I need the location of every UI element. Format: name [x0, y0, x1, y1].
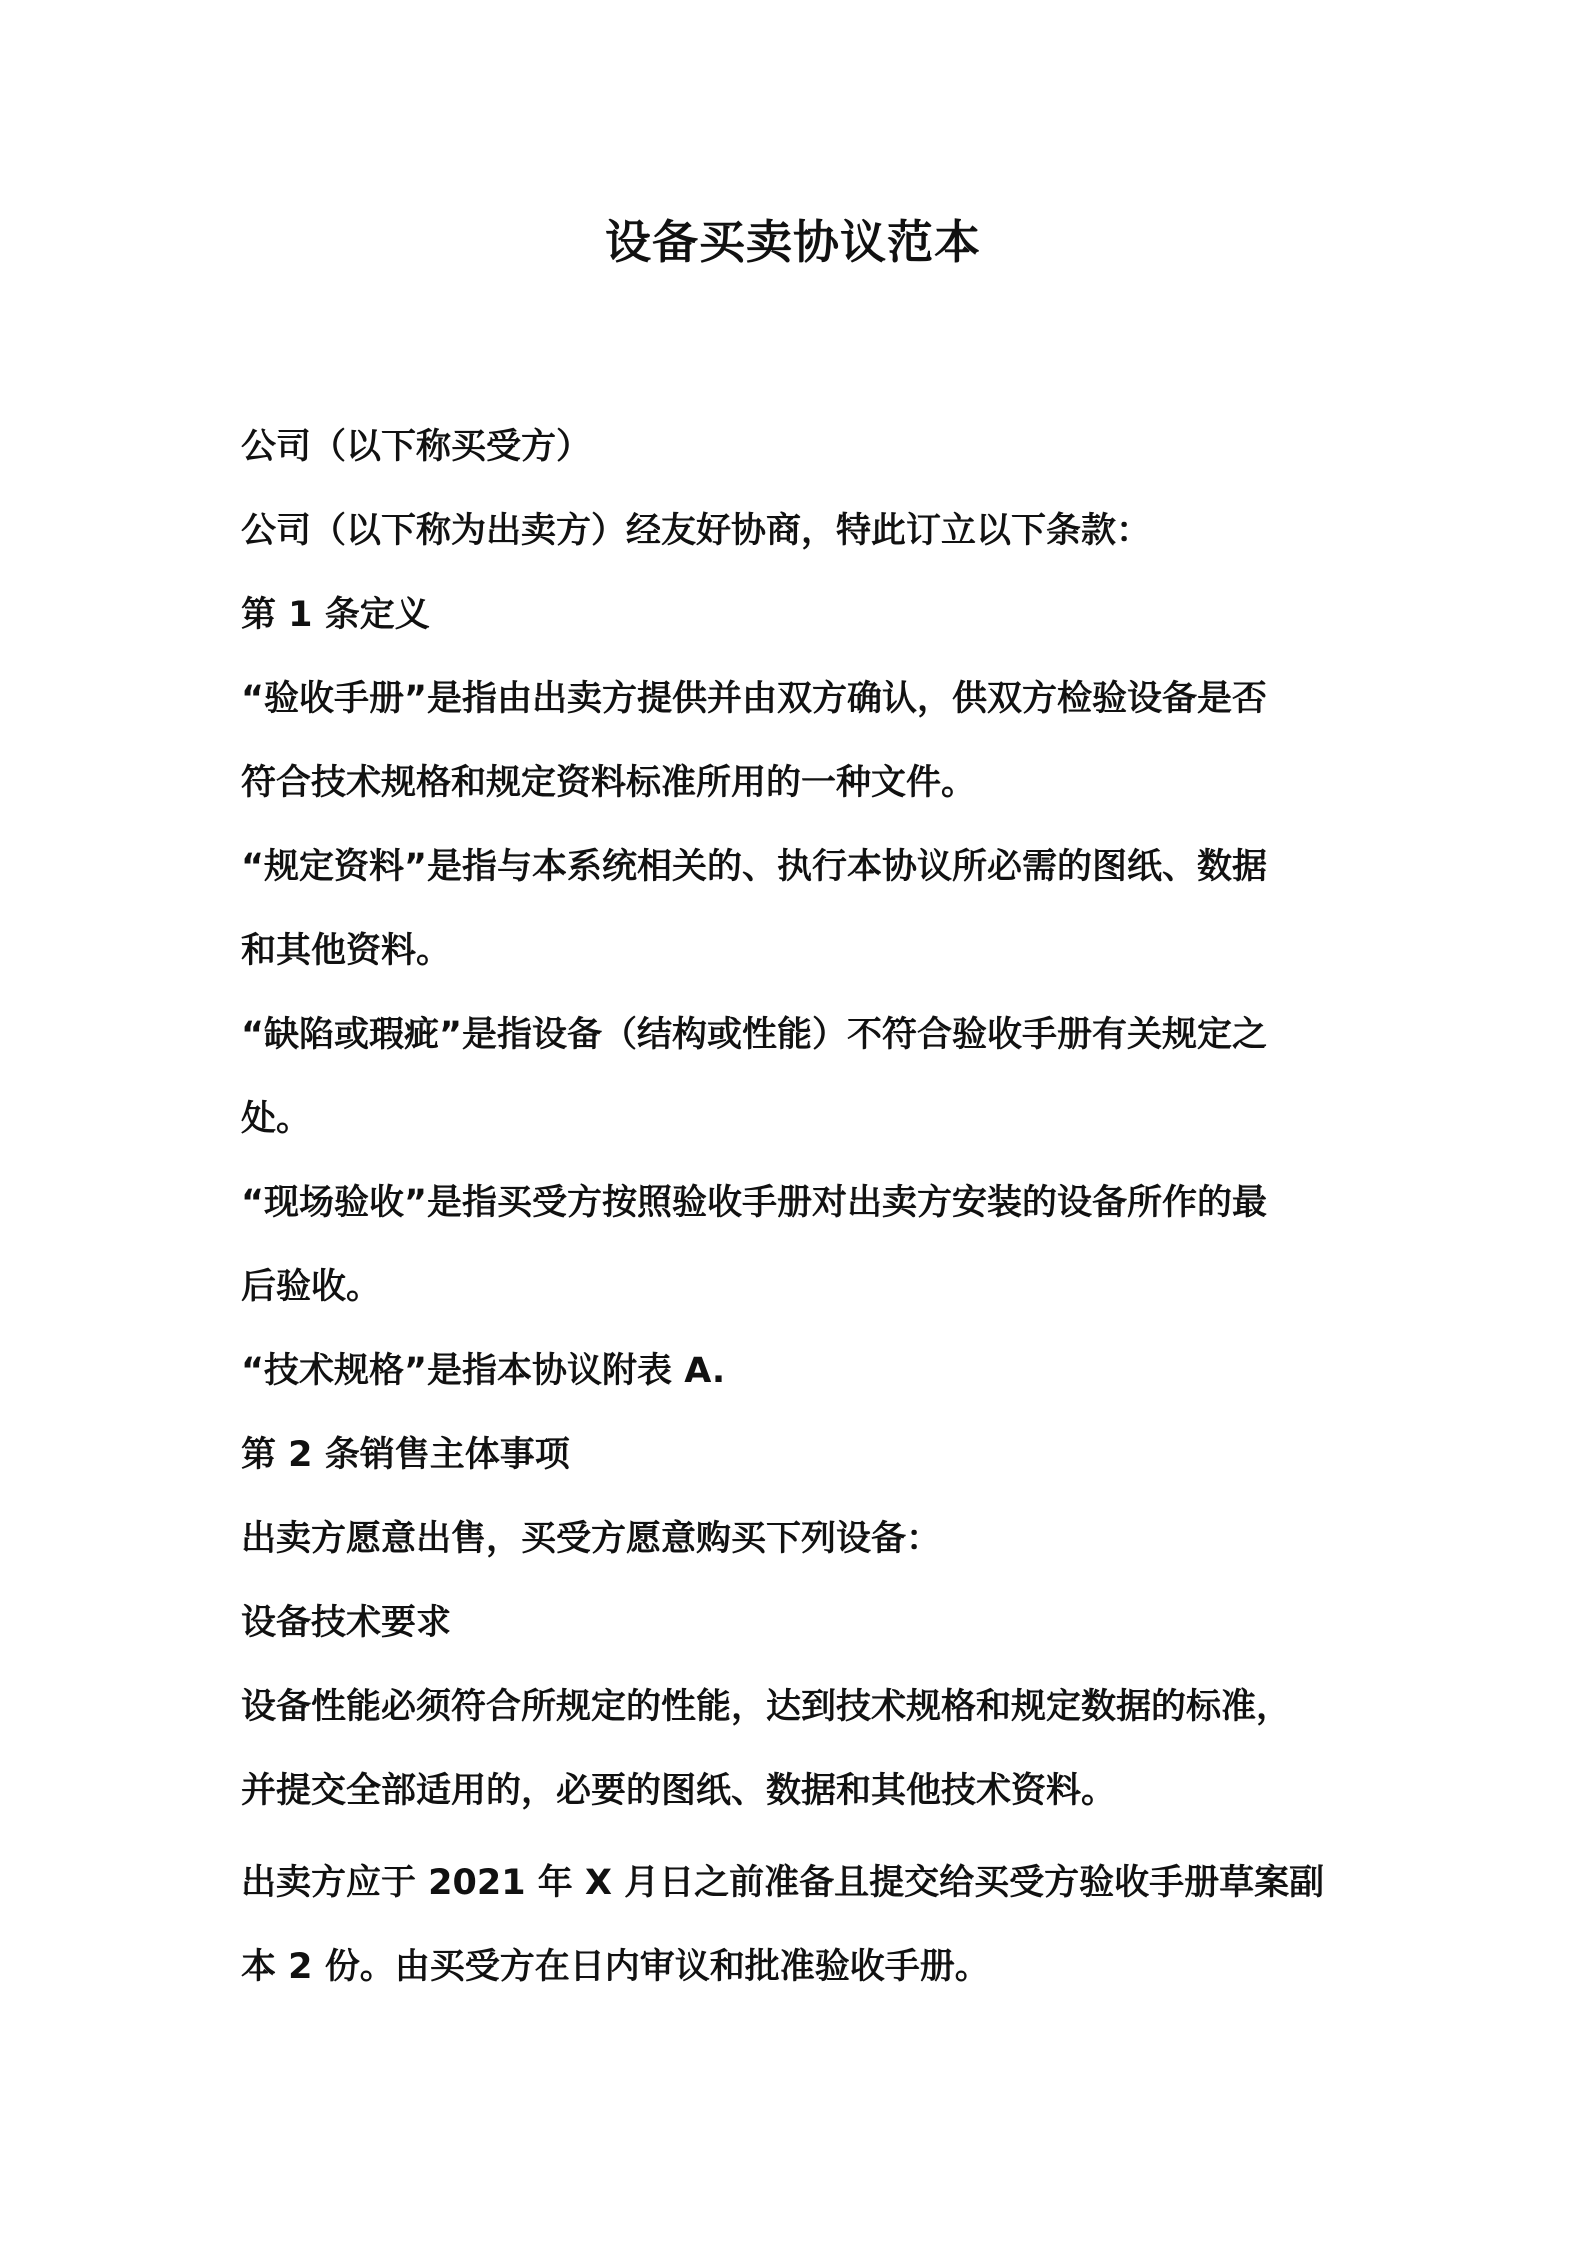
party-buyer-line: 公司（以下称买受方） [241, 427, 592, 467]
definition-site-acceptance-line-2: 后验收。 [241, 1267, 382, 1307]
definition-defect-line-1: “缺陷或瑕疵”是指设备（结构或性能）不符合验收手册有关规定之 [241, 1015, 1268, 1055]
definition-specified-data-line-1: “规定资料”是指与本系统相关的、执行本协议所必需的图纸、数据 [241, 847, 1268, 887]
definition-technical-spec-line: “技术规格”是指本协议附表 A. [241, 1351, 726, 1391]
performance-requirement-line-1: 设备性能必须符合所规定的性能，达到技术规格和规定数据的标准， [241, 1687, 1292, 1727]
party-seller-line: 公司（以下称为出卖方）经友好协商，特此订立以下条款： [241, 511, 1152, 551]
definition-defect-line-2: 处。 [241, 1099, 312, 1139]
definition-acceptance-manual-line-2: 符合技术规格和规定资料标准所用的一种文件。 [241, 763, 977, 803]
manual-draft-line-2: 本 2 份。由买受方在日内审议和批准验收手册。 [241, 1947, 990, 1987]
performance-requirement-line-2: 并提交全部适用的，必要的图纸、数据和其他技术资料。 [241, 1771, 1117, 1811]
definition-acceptance-manual-line-1: “验收手册”是指由出卖方提供并由双方确认，供双方检验设备是否 [241, 679, 1268, 719]
article-1-heading: 第 1 条定义 [241, 595, 430, 635]
document-body [241, 405, 1356, 2009]
equipment-requirements-heading: 设备技术要求 [241, 1603, 452, 1643]
definition-site-acceptance-line-1: “现场验收”是指买受方按照验收手册对出卖方安装的设备所作的最 [241, 1183, 1268, 1223]
sale-statement-line: 出卖方愿意出售，买受方愿意购买下列设备： [241, 1519, 942, 1559]
document-title: 设备买卖协议范本 [605, 215, 981, 269]
definition-specified-data-line-2: 和其他资料。 [241, 931, 452, 971]
manual-draft-line-1: 出卖方应于 2021 年 X 月日之前准备且提交给买受方验收手册草案副 [241, 1863, 1325, 1903]
article-2-heading: 第 2 条销售主体事项 [241, 1435, 570, 1475]
